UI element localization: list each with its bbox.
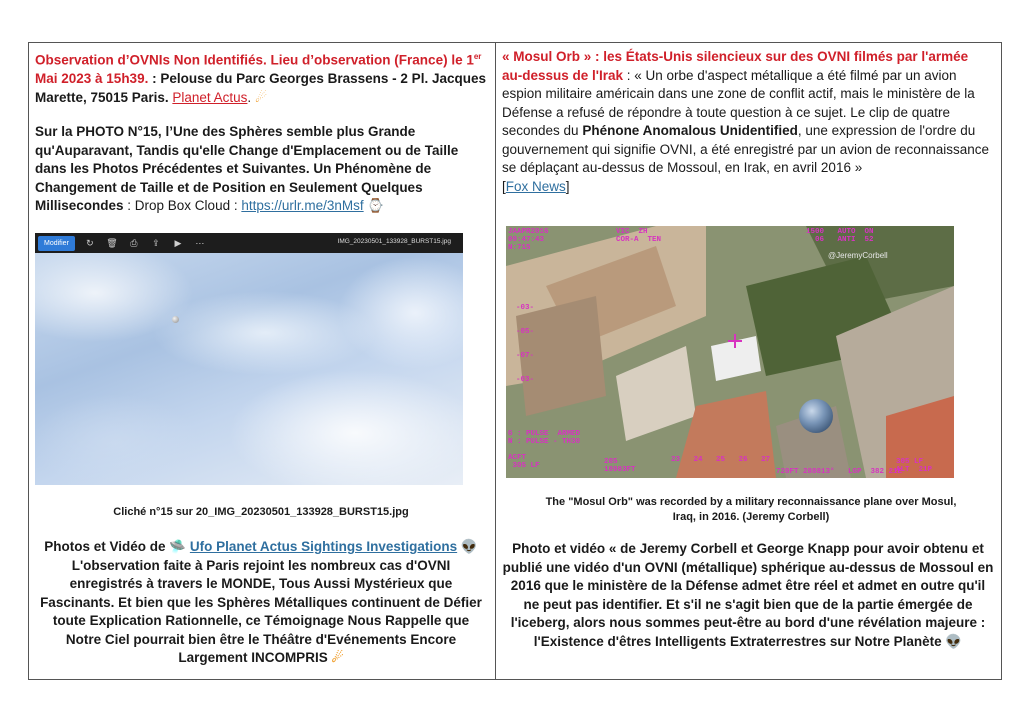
alien-icon-right: 👽 bbox=[945, 633, 963, 649]
bracket-close: ] bbox=[565, 178, 570, 194]
share-icon[interactable]: ⇪ bbox=[152, 237, 160, 248]
right-column bbox=[496, 43, 1001, 679]
link-icon: ⌚ bbox=[367, 198, 385, 213]
comet-icon: ☄ bbox=[331, 650, 344, 665]
left-caption: Cliché n°15 sur 20_IMG_20230501_133928_BURST15.jpg bbox=[113, 506, 409, 518]
right-caption: The "Mosul Orb" was recorded by a military reconnaissance plane over Mosul, Iraq, in 2016. (Jeremy Corbell) bbox=[545, 496, 957, 523]
hud-top-right: 1500 AUTO ON 06 ANTI 52 bbox=[806, 228, 874, 244]
mosul-orb-photo bbox=[506, 226, 954, 478]
right-intro: : « Un orbe d'aspect métallique a été filmé par un avion espion militaire américain dans une zone de conflit actif, mais le ministère de la Défense a refusé de répondre à toute question à ce sujet. Le clip de quatre secondes du bbox=[502, 67, 975, 138]
rotate-icon[interactable]: ↻ bbox=[86, 237, 94, 248]
viewer-filename: IMG_20230501_133928_BURST15.jpg bbox=[337, 238, 451, 245]
left-heading-sup: er bbox=[473, 52, 482, 61]
hud-top-left: JAAPR2016 09:47:43 N:715 bbox=[508, 228, 549, 252]
left-body bbox=[35, 123, 483, 216]
left-heading-location: : Pelouse du Parc Georges Brassens - 2 Pl. Jacques Marette, 75015 Paris. bbox=[35, 71, 486, 105]
left-footer-body: L'observation faite à Paris rejoint les nombreux cas d'OVNI enregistrés à travers le MONDE, Tous Aussi Mystérieux que Fascinants. Et bien que les Sphères Métalliques continuent de Défier toute Explication Rationnelle, ce Témoignage Nous Rappelle que Notre Ciel pourrait bien être le Théâtre d'Evénements Encore Largement INCOMPRIS bbox=[40, 557, 482, 665]
bracket-open: [ bbox=[502, 178, 506, 194]
sky-photo bbox=[35, 253, 463, 485]
delete-icon[interactable]: 🗑 bbox=[106, 237, 118, 248]
mosul-orb-sphere bbox=[799, 399, 833, 433]
left-footer-lead: Photos et Vidéo de bbox=[44, 539, 166, 554]
viewer-toolbar bbox=[35, 233, 463, 253]
left-heading-red-date: Mai 2023 à 15h39. bbox=[35, 71, 149, 86]
hud-bottom-right-2: 305 LF ALT 21P bbox=[896, 458, 933, 474]
right-footer-text: Photo et vidéo « de Jeremy Corbell et George Knapp pour avoir obtenu et publié une vidéo d'un OVNI (métallique) sphérique au-dessus de Mossoul en 2016 que le ministère de la Défense admet être réel et admet en outre qu'il ne peut pas identifier. Et s'il ne s'agit bien que de la partie émergée de l'iceberg, alors nous sommes peut-être au bord d'une révélation majeure : l'Existence d'êtres Intelligents Extraterrestres sur Notre Planète bbox=[502, 541, 994, 649]
hud-bottom-mid: 285 18983FT bbox=[604, 458, 636, 474]
hud-bottom-right: 720FT 288813° LGP 382 21E bbox=[776, 468, 903, 476]
dropbox-url-link[interactable]: https://urlr.me/3nMsf bbox=[241, 198, 364, 213]
hud-bottom-scale: 23 24 25 26 27 bbox=[671, 456, 771, 464]
hud-crosshair bbox=[728, 334, 742, 348]
right-heading bbox=[502, 48, 992, 196]
modify-button[interactable]: Modifier bbox=[38, 236, 75, 251]
ufo-icon: 🛸 bbox=[169, 539, 187, 554]
sphere-object bbox=[172, 316, 179, 323]
planet-actus-link[interactable]: Planet Actus bbox=[172, 89, 248, 105]
right-intro-2: , une expression de l'ordre du gouvernement qui signifie OVNI, a été enregistré par un avion de reconnaissance se déplaçant au-dessus de Mossoul, en Irak, en avril 2016 » bbox=[502, 123, 990, 175]
left-column bbox=[29, 43, 496, 679]
planet-icon: ☄ bbox=[254, 89, 268, 105]
print-icon[interactable]: ⎙ bbox=[130, 237, 138, 248]
right-footer bbox=[502, 540, 994, 651]
left-body-text: Sur la PHOTO N°15, l’Une des Sphères semble plus Grande qu'Auparavant, Tandis qu'elle Change d'Emplacement ou de Taille dans les Photos Précédentes et Suivantes. Un Phénomène de Changement de Taille et de Position en Seulement Quelques Millisecondes bbox=[35, 124, 459, 213]
ufo-planet-actus-link[interactable]: Ufo Planet Actus Sightings Investigations bbox=[189, 539, 458, 554]
photo-screenshot bbox=[35, 233, 463, 485]
slideshow-icon[interactable]: ▶ bbox=[174, 237, 182, 248]
fox-news-link[interactable]: Fox News bbox=[505, 178, 566, 194]
hud-left-scale: -03- -05- -07- -03- bbox=[516, 304, 535, 384]
hud-bottom-left: G : PULSE ARMED N : PULSE - TH30 ACFT 305 LF bbox=[508, 430, 581, 470]
more-icon[interactable]: ⋯ bbox=[195, 237, 205, 248]
left-heading-red: Observation d’OVNIs Non Identifiés. Lieu d’observation (France) le 1 bbox=[35, 52, 474, 68]
watermark: @JeremyCorbell bbox=[828, 251, 888, 260]
right-bold-term: Phénone Anomalous Unidentified bbox=[582, 123, 798, 138]
left-heading bbox=[35, 48, 487, 107]
two-column-table bbox=[28, 42, 1002, 680]
left-heading-end: . bbox=[247, 89, 252, 105]
alien-icon: 👽 bbox=[460, 539, 478, 554]
left-footer bbox=[35, 538, 487, 668]
right-heading-red: « Mosul Orb » : les États-Unis silencieux sur des OVNI filmés par l'armée au-dessus de l'Irak bbox=[502, 49, 969, 83]
hud-top-mid: VIC ZH COR-A TEN bbox=[616, 228, 662, 244]
left-body-tail: : Drop Box Cloud : bbox=[123, 198, 242, 213]
